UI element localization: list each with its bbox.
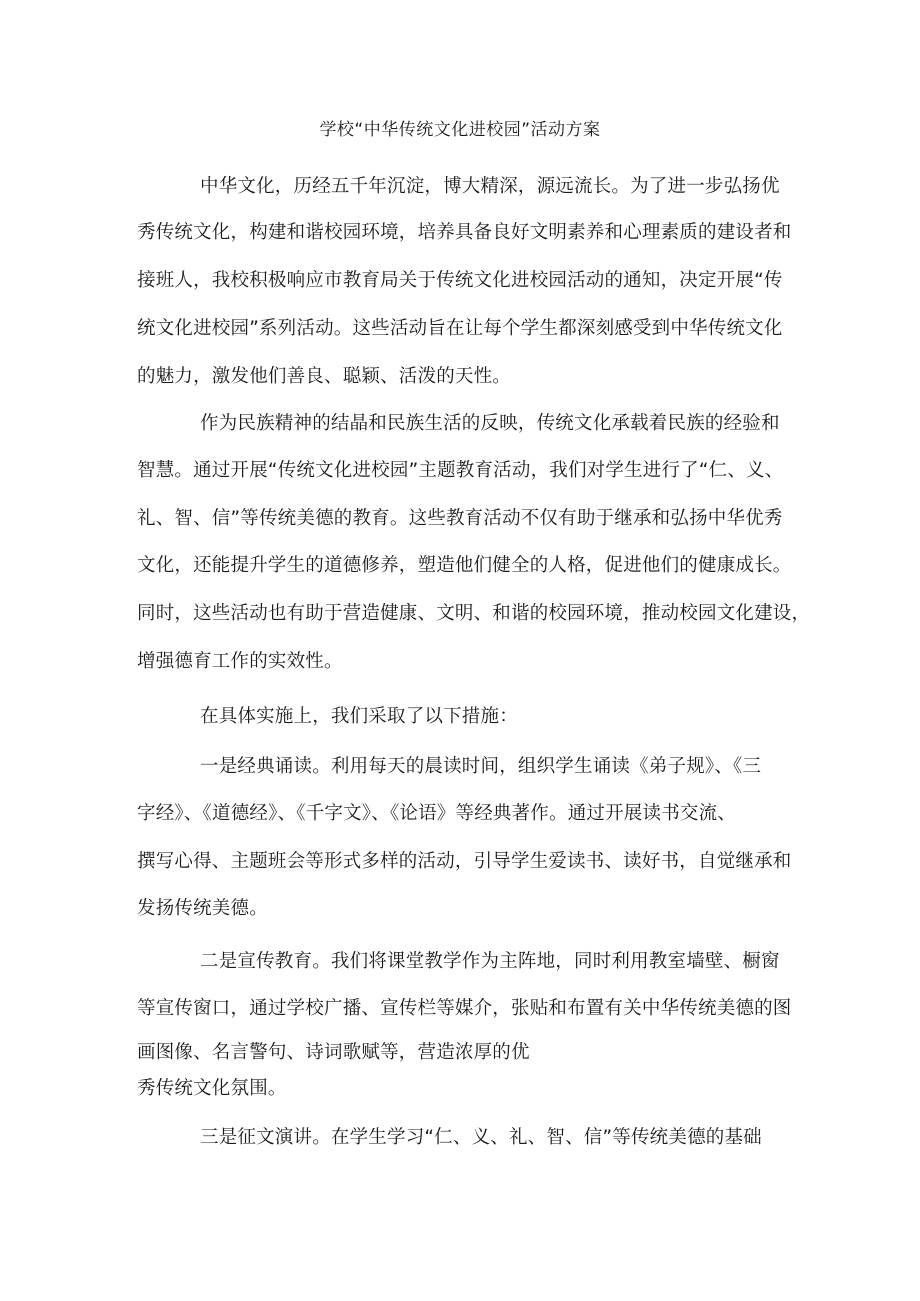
- paragraph-line: 的魅力，激发他们善良、聪颖、活泼的天性。: [137, 366, 512, 387]
- paragraph-line: 文化，还能提升学生的道德修养，塑造他们健全的人格，促进他们的健康成长。: [137, 555, 792, 576]
- paragraph-line: 撰写心得、主题班会等形式多样的活动，引导学生爱读书、读好书，自觉继承和: [137, 851, 792, 872]
- paragraph-line: 发扬传统美德。: [137, 898, 268, 919]
- paragraph-line: 增强德育工作的实效性。: [137, 651, 343, 672]
- paragraph-line: 等宣传窗口，通过学校广播、宣传栏等媒介，张贴和布置有关中华传统美德的图: [137, 998, 792, 1019]
- paragraph-line: 在具体实施上，我们采取了以下措施：: [200, 706, 518, 727]
- paragraph-line: 二是宣传教育。我们将课堂教学作为主阵地，同时利用教室墙壁、橱窗: [200, 951, 780, 972]
- paragraph-line: 作为民族精神的结晶和民族生活的反映，传统文化承载着民族的经验和: [200, 413, 780, 434]
- paragraph-line: 接班人，我校积极响应市教育局关于传统文化进校园活动的通知，决定开展“传: [137, 270, 783, 291]
- paragraph-line: 一是经典诵读。利用每天的晨读时间，组织学生诵读《弟子规》、《三: [200, 756, 762, 777]
- document-title: 学校“中华传统文化进校园”活动方案: [319, 120, 601, 140]
- paragraph-line: 三是征文演讲。在学生学习“仁、义、礼、智、信”等传统美德的基础: [200, 1127, 762, 1148]
- paragraph-line: 画图像、名言警句、诗词歌赋等，营造浓厚的优: [137, 1042, 530, 1063]
- paragraph-line: 秀传统文化，构建和谐校园环境，培养具备良好文明素养和心理素质的建设者和: [137, 222, 792, 243]
- paragraph-line: 智慧。通过开展“传统文化进校园”主题教育活动，我们对学生进行了“仁、义、: [137, 460, 784, 481]
- paragraph-line: 礼、智、信”等传统美德的教育。这些教育活动不仅有助于继承和弘扬中华优秀: [137, 508, 783, 529]
- paragraph-line: 同时，这些活动也有助于营造健康、文明、和谐的校园环境，推动校园文化建设，: [137, 603, 811, 624]
- paragraph-line: 字经》、《道德经》、《千字文》、《论语》等经典著作。通过开展读书交流、: [137, 803, 737, 824]
- paragraph-line: 秀传统文化氛围。: [137, 1078, 287, 1099]
- paragraph-line: 中华文化，历经五千年沉淀，博大精深，源远流长。为了进一步弘扬优: [200, 176, 780, 197]
- paragraph-line: 统文化进校园”系列活动。这些活动旨在让每个学生都深刻感受到中华传统文化: [137, 318, 783, 339]
